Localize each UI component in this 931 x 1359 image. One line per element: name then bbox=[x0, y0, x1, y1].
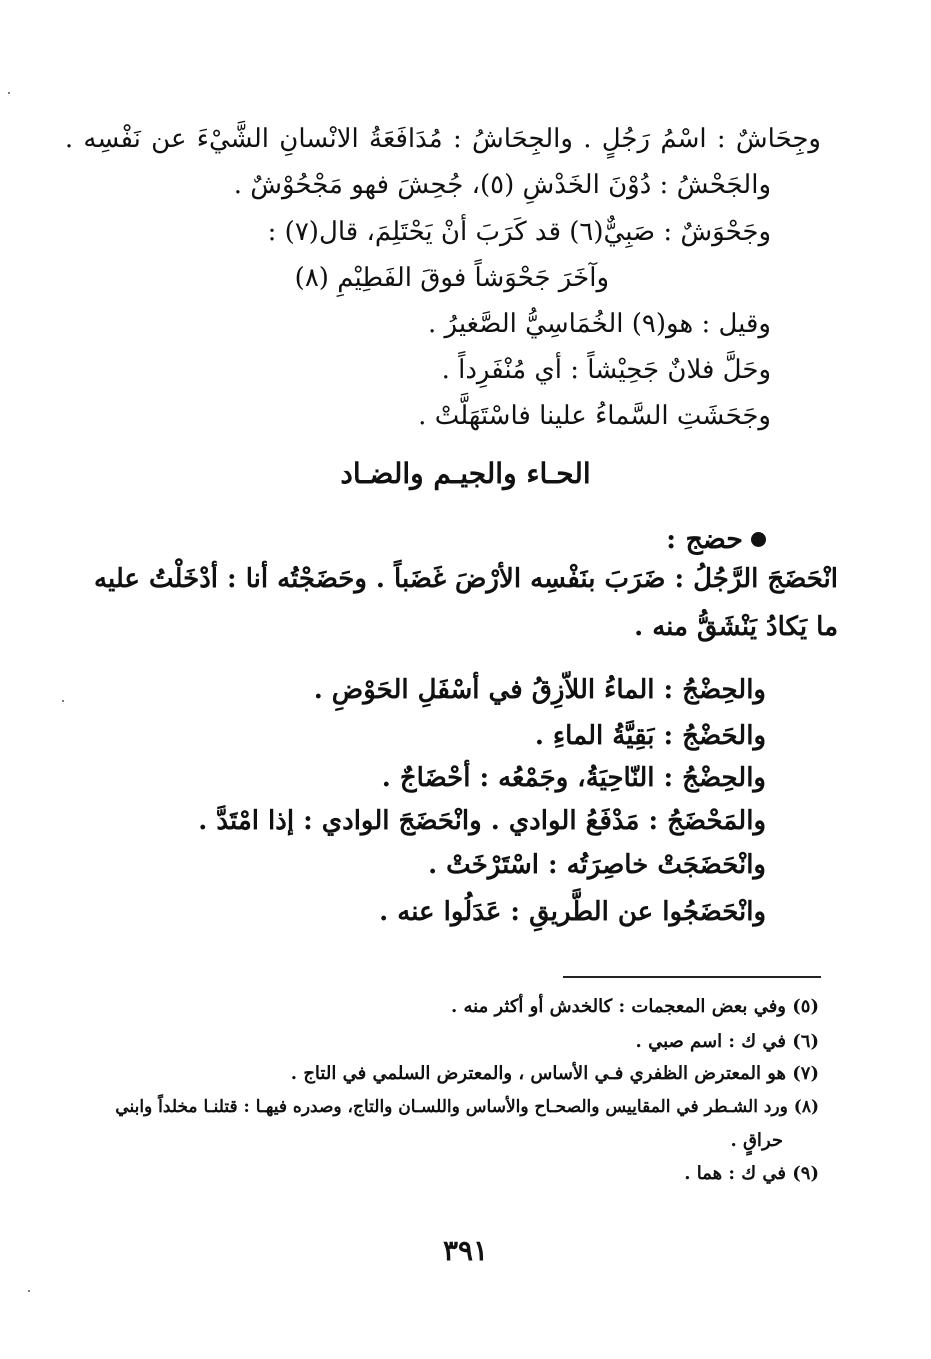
text-line: وجَحْوَشٌ : صَبِيٌّ(٦) قد كَرَبَ أنْ يَحْتَلِمَ، قال(٧) : bbox=[267, 217, 771, 247]
entry-line: ما يَكادُ يَنْشَقُّ منه . bbox=[634, 612, 838, 642]
scan-speck bbox=[8, 92, 10, 94]
footnote: (٦) في ك : اسم صبي . bbox=[635, 1031, 819, 1052]
definition-line: والحَضْجُ : بَقِيَّةُ الماءِ . bbox=[534, 721, 766, 751]
bullet-icon bbox=[751, 532, 766, 547]
footnote-continuation: حراقٍ . bbox=[730, 1130, 783, 1151]
definition-line: والحِضْجُ : الماءُ اللاّزِقُ في أسْفَلِ الحَوْضِ . bbox=[313, 675, 766, 705]
section-heading: الحـاء والجيـم والضـاد bbox=[340, 457, 591, 490]
text-line: وجِحَاشٌ : اسْمُ رَجُلٍ . والجِحَاشُ : مُدَافَعَةُ الانْسانِ الشَّيْءَ عن نَفْسِه . bbox=[64, 124, 821, 154]
definition-line: وانْحَضَجُوا عن الطَّريقِ : عَدَلُوا عنه . bbox=[379, 897, 766, 927]
footnote-divider bbox=[563, 976, 821, 978]
footnote: (٥) وفي بعض المعجمات : كالخدش أو أكثر منه . bbox=[450, 996, 819, 1017]
text-line: وقيل : هو(٩) الخُمَاسِيُّ الصَّغيرُ . bbox=[427, 309, 771, 339]
definition-line: والحِضْجُ : النّاحِيَةُ، وجَمْعُه : أحْضَاجٌ . bbox=[381, 763, 766, 793]
entry-headword-text: حضج : bbox=[666, 524, 743, 555]
definition-line: والمَحْضَجُ : مَدْفَعُ الوادي . وانْحَضَجَ الوادي : إذا امْتَدَّ . bbox=[198, 806, 766, 836]
scan-speck bbox=[62, 700, 64, 702]
text-line: والجَحْشُ : دُوْنَ الخَدْشِ (٥)، جُحِشَ فهو مَجْحُوْشٌ . bbox=[233, 170, 771, 200]
entry-line: انْحَضَجَ الرَّجُلُ : ضَرَبَ بنَفْسِه الأرْضَ غَضَباً . وحَضَجْتُه أنا : أدْخَلْتُ عليه bbox=[94, 564, 838, 594]
scan-speck bbox=[28, 1290, 30, 1292]
definition-line: وانْحَضَجَتْ خاصِرَتُه : اسْتَرْخَتْ . bbox=[428, 850, 766, 880]
verse-line: وآخَرَ جَحْوَشاً فوقَ الفَطِيْمِ (٨) bbox=[294, 263, 609, 293]
entry-headword bbox=[666, 524, 766, 555]
footnote: (٧) هو المعترض الظفري فـي الأساس ، والمعترض السلمي في التاج . bbox=[290, 1063, 819, 1084]
text-line: وجَحَشَتِ السَّماءُ علينا فاسْتَهَلَّتْ . bbox=[418, 401, 771, 431]
text-line: وحَلَّ فلانٌ جَحِيْشاً : أي مُنْفَرِداً . bbox=[441, 355, 771, 385]
page-number: ٣٩١ bbox=[442, 1234, 489, 1267]
footnote: (٩) في ك : هما . bbox=[684, 1163, 819, 1184]
footnote: (٨) ورد الشـطر في المقاييس والصحـاح والأساس واللسـان والتاج، وصدره فيهـا : قتلنـا مخلداً وابني bbox=[115, 1097, 819, 1117]
